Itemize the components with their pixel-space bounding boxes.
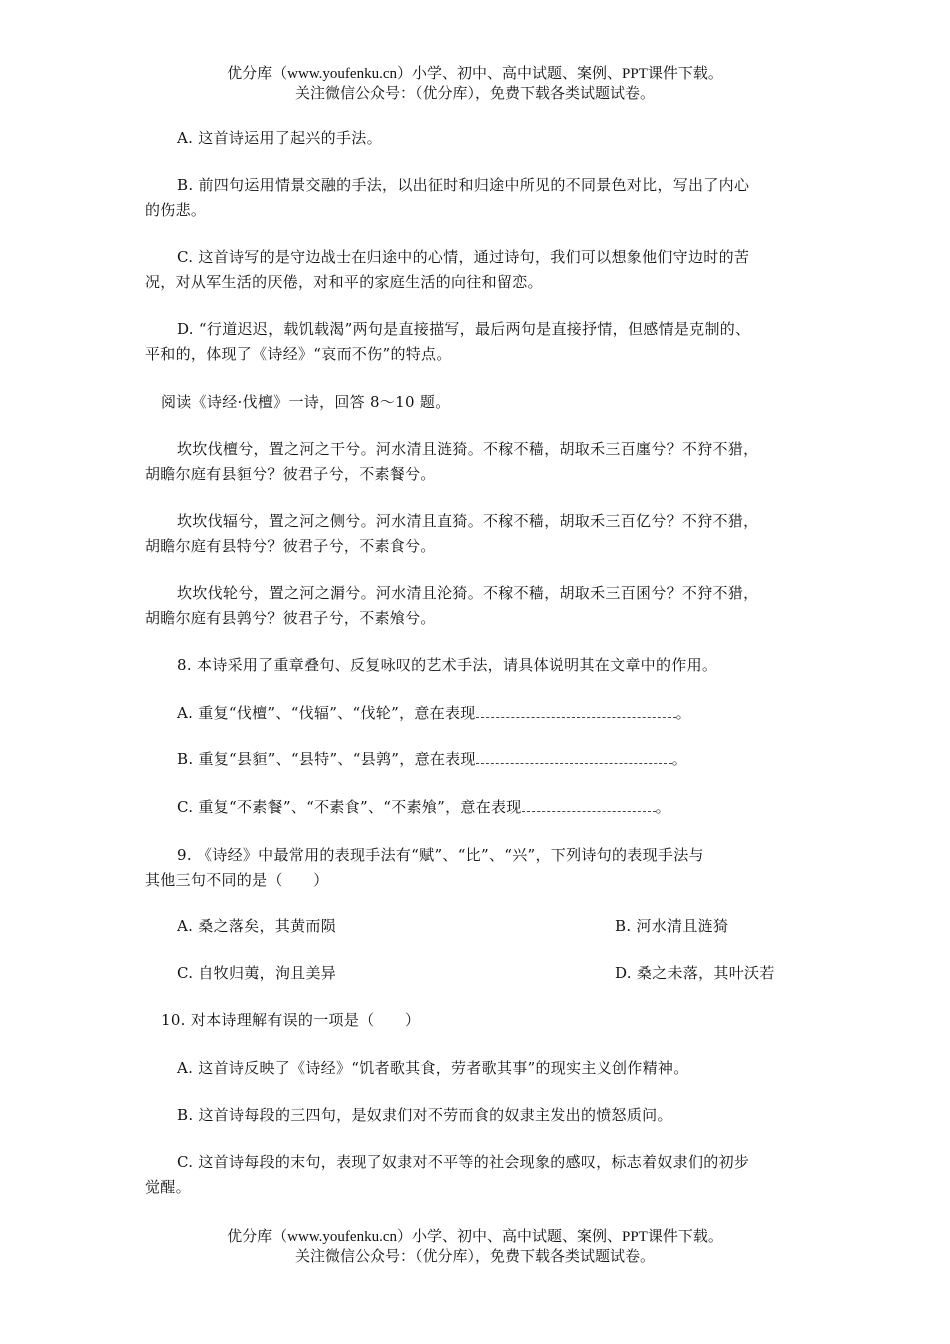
q8-option-a-end: 。 — [675, 704, 691, 722]
footer-line-1: 优分库（www.youfenku.cn）小学、初中、高中试题、案例、PPT课件下载。 — [227, 1229, 723, 1245]
page-header — [0, 64, 950, 104]
q7-option-b-line-1: B. 前四句运用情景交融的手法，以出征时和归途中所见的不同景色对比，写出了内心 — [177, 176, 750, 194]
q8-option-b-text: B. 重复“县貆”、“县特”、“县鹑”，意在表现 — [177, 750, 476, 768]
q7-option-d-line-2: 平和的，体现了《诗经》“哀而不伤”的特点。 — [145, 345, 452, 363]
q8-answer-blank-a[interactable] — [476, 703, 676, 718]
q8-option-b — [145, 746, 847, 772]
q9-stem-line-2: 其他三句不同的是（ ） — [145, 871, 329, 889]
q8-option-c-end: 。 — [655, 798, 671, 816]
q10-option-c-line-2: 觉醒。 — [145, 1178, 191, 1196]
header-line-2: 关注微信公众号：（优分库），免费下载各类试题试卷。 — [294, 86, 655, 102]
poem-stanza-3-line-1: 坎坎伐轮兮，置之河之漘兮。河水清且沦猗。不稼不穑，胡取禾三百囷兮？不狩不猎， — [177, 584, 759, 602]
q8-stem: 8. 本诗采用了重章叠句、反复咏叹的艺术手法，请具体说明其在文章中的作用。 — [177, 656, 718, 674]
q8-option-a — [145, 700, 847, 726]
footer-line-2: 关注微信公众号：（优分库），免费下载各类试题试卷。 — [294, 1249, 655, 1265]
q10-option-b: B. 这首诗每段的三四句，是奴隶们对不劳而食的奴隶主发出的愤怒质问。 — [177, 1106, 673, 1124]
q10-option-c-line-1: C. 这首诗每段的末句，表现了奴隶对不平等的社会现象的感叹，标志着奴隶们的初步 — [177, 1153, 750, 1171]
q9-options-row-2 — [145, 960, 847, 986]
q9-option-a: A. 桑之落矣，其黄而陨 — [177, 917, 336, 935]
q7-option-c-line-1: C. 这首诗写的是守边战士在归途中的心情，通过诗句，我们可以想象他们守边时的苦 — [177, 248, 750, 266]
q9-option-c: C. 自牧归荑，洵且美异 — [177, 964, 337, 982]
q8-option-a-text: A. 重复“伐檀”、“伐辐”、“伐轮”，意在表现 — [177, 704, 476, 722]
q7-option-b-line-2: 的伤悲。 — [145, 201, 207, 219]
q9-stem-line-1: 9. 《诗经》中最常用的表现手法有“赋”、“比”、“兴”，下列诗句的表现手法与 — [177, 846, 704, 864]
q9-option-d: D. 桑之未落，其叶沃若 — [615, 964, 775, 982]
q7-option-c-line-2: 况，对从军生活的厌倦，对和平的家庭生活的向往和留恋。 — [145, 273, 543, 291]
q9-options-row-1 — [145, 913, 847, 939]
page-footer — [0, 1227, 950, 1267]
q7-option-a: A. 这首诗运用了起兴的手法。 — [177, 129, 382, 147]
q8-answer-blank-b[interactable] — [476, 749, 672, 764]
q8-answer-blank-c[interactable] — [522, 797, 656, 812]
q10-option-a: A. 这首诗反映了《诗经》“饥者歌其食，劳者歌其事”的现实主义创作精神。 — [177, 1059, 689, 1077]
poem-stanza-1-line-2: 胡瞻尔庭有县貆兮？彼君子兮，不素餐兮。 — [145, 465, 436, 483]
poem-stanza-2-line-1: 坎坎伐辐兮，置之河之侧兮。河水清且直猗。不稼不穑，胡取禾三百亿兮？不狩不猎， — [177, 512, 759, 530]
poem-stanza-3-line-2: 胡瞻尔庭有县鹑兮？彼君子兮，不素飧兮。 — [145, 609, 436, 627]
poem-stanza-1-line-1: 坎坎伐檀兮，置之河之干兮。河水清且涟猗。不稼不穑，胡取禾三百廛兮？不狩不猎， — [177, 440, 759, 458]
poem-stanza-2-line-2: 胡瞻尔庭有县特兮？彼君子兮，不素食兮。 — [145, 537, 436, 555]
q8-option-c-text: C. 重复“不素餐”、“不素食”、“不素飧”，意在表现 — [177, 798, 522, 816]
q7-option-d-line-1: D. “行道迟迟，载饥载渴”两句是直接描写，最后两句是直接抒情，但感情是克制的、 — [177, 320, 751, 338]
q9-option-b: B. 河水清且涟猗 — [615, 917, 729, 935]
q10-stem: 10. 对本诗理解有误的一项是（ ） — [161, 1011, 421, 1029]
reading-intro: 阅读《诗经·伐檀》一诗，回答 8～10 题。 — [161, 393, 451, 411]
q8-option-b-end: 。 — [671, 750, 688, 768]
q8-option-c — [145, 794, 847, 820]
header-line-1: 优分库（www.youfenku.cn）小学、初中、高中试题、案例、PPT课件下载。 — [227, 66, 723, 82]
